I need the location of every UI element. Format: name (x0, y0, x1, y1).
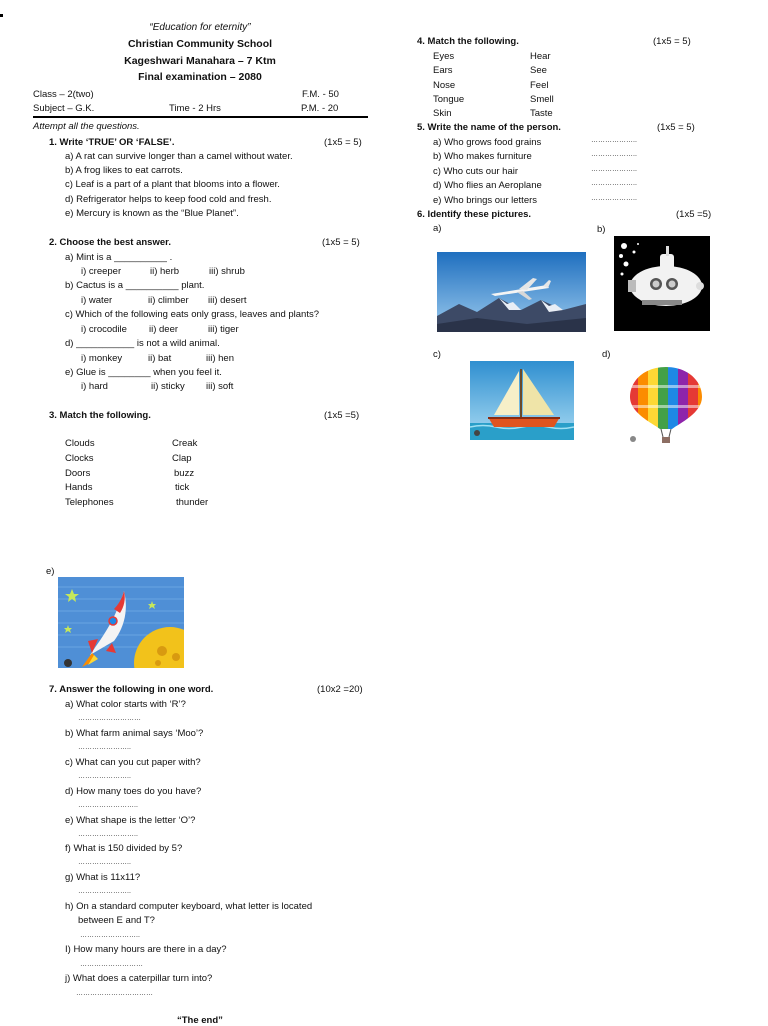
q3-right-item: thunder (176, 497, 209, 508)
q2-question: d) ___________ is not a wild animal. (65, 338, 220, 349)
pass-marks: P.M. - 20 (301, 103, 339, 114)
q7-answer-blank[interactable]: ………………….. (78, 773, 131, 780)
q3-right-item: buzz (174, 468, 195, 479)
q3-right-item: Creak (172, 438, 198, 449)
q7-question-continued: between E and T? (78, 915, 155, 926)
q7-question: h) On a standard computer keyboard, what letter is located (65, 901, 313, 912)
instruction: Attempt all the questions. (33, 121, 140, 132)
q1-item: e) Mercury is known as the “Blue Planet”. (65, 208, 239, 219)
q7-question: g) What is 11x11? (65, 872, 141, 883)
rocket-picture (58, 577, 184, 668)
q2-option: i) hard (81, 381, 108, 392)
q5-item: d) Who flies an Aeroplane (433, 180, 542, 191)
submarine-picture (614, 236, 710, 331)
q4-left-item: Skin (433, 108, 452, 119)
q4-left-item: Nose (433, 80, 456, 91)
exam-title: Final examination – 2080 (138, 71, 262, 83)
q5-answer-blank[interactable]: ……………….. (591, 180, 637, 187)
q4-right-item: Taste (530, 108, 553, 119)
q2-option: iii) tiger (208, 324, 239, 335)
q6-label-d: d) (602, 349, 611, 360)
q7-title: 7. Answer the following in one word. (49, 684, 214, 695)
q6-title: 6. Identify these pictures. (417, 209, 532, 220)
class-label: Class – 2(two) (33, 89, 94, 100)
q7-answer-blank[interactable]: …………………………… (76, 990, 153, 997)
q5-item: b) Who makes furniture (433, 151, 532, 162)
q2-option: ii) deer (149, 324, 179, 335)
header-rule (33, 116, 368, 118)
q2-question: b) Cactus is a __________ plant. (65, 280, 205, 291)
q3-title: 3. Match the following. (49, 410, 151, 421)
q5-item: a) Who grows food grains (433, 137, 542, 148)
q7-question: d) How many toes do you have? (65, 786, 202, 797)
q2-option: i) creeper (81, 266, 122, 277)
q2-option: i) water (81, 295, 113, 306)
q2-option: i) monkey (81, 353, 123, 364)
motto: “Education for eternity” (149, 22, 251, 33)
q7-answer-blank[interactable]: ………………….. (78, 888, 131, 895)
q1-item: b) A frog likes to eat carrots. (65, 165, 183, 176)
q7-marks: (10x2 =20) (317, 684, 363, 695)
q7-question: b) What farm animal says ‘Moo’? (65, 728, 204, 739)
q5-answer-blank[interactable]: ……………….. (591, 151, 637, 158)
q5-title: 5. Write the name of the person. (417, 122, 561, 133)
q2-option: iii) desert (208, 295, 247, 306)
q5-marks: (1x5 = 5) (657, 122, 695, 133)
q7-question: j) What does a caterpillar turn into? (65, 973, 213, 984)
q3-left-item: Telephones (65, 497, 114, 508)
q7-answer-blank[interactable]: …………………….. (78, 831, 138, 838)
q1-marks: (1x5 = 5) (324, 137, 362, 148)
q3-left-item: Clocks (65, 453, 94, 464)
q1-item: d) Refrigerator helps to keep food cold and fresh. (65, 194, 272, 205)
q3-left-item: Hands (65, 482, 93, 493)
q7-question: a) What color starts with ‘R’? (65, 699, 186, 710)
q4-right-item: Feel (530, 80, 549, 91)
q3-marks: (1x5 =5) (324, 410, 360, 421)
q5-answer-blank[interactable]: ……………….. (591, 137, 637, 144)
q2-option: ii) climber (148, 295, 189, 306)
q3-right-item: tick (175, 482, 190, 493)
q2-option: ii) bat (148, 353, 172, 364)
q7-question: I) How many hours are there in a day? (65, 944, 227, 955)
q7-question: e) What shape is the letter ‘O’? (65, 815, 196, 826)
q2-title: 2. Choose the best answer. (49, 237, 171, 248)
q3-right-item: Clap (172, 453, 192, 464)
q5-item: e) Who brings our letters (433, 195, 538, 206)
q7-question: f) What is 150 divided by 5? (65, 843, 183, 854)
q4-right-item: Hear (530, 51, 551, 62)
q2-option: iii) shrub (209, 266, 245, 277)
q4-title: 4. Match the following. (417, 36, 519, 47)
stray-mark (0, 14, 3, 17)
time-label: Time - 2 Hrs (169, 103, 221, 114)
airplane-picture (437, 252, 586, 332)
q3-left-item: Doors (65, 468, 91, 479)
q2-option: iii) hen (206, 353, 234, 364)
q4-marks: (1x5 = 5) (653, 36, 691, 47)
q7-answer-blank[interactable]: ……………………… (80, 961, 143, 968)
subject-label: Subject – G.K. (33, 103, 95, 114)
q6-label-a: a) (433, 223, 442, 234)
school-address: Kageshwari Manahara – 7 Ktm (124, 55, 276, 67)
q7-answer-blank[interactable]: …………………….. (78, 802, 138, 809)
q1-title: 1. Write ‘TRUE’ OR ‘FALSE’. (49, 137, 175, 148)
q2-option: ii) herb (150, 266, 180, 277)
q2-question: a) Mint is a __________ . (65, 252, 173, 263)
q3-left-item: Clouds (65, 438, 95, 449)
q1-item: a) A rat can survive longer than a camel without water. (65, 151, 293, 162)
q4-right-item: See (530, 65, 547, 76)
q2-question: c) Which of the following eats only grass, leaves and plants? (65, 309, 319, 320)
q6-label-b: b) (597, 224, 606, 235)
q4-left-item: Tongue (433, 94, 465, 105)
the-end: “The end” (177, 1015, 223, 1026)
q2-option: ii) sticky (151, 381, 185, 392)
full-marks: F.M. - 50 (302, 89, 339, 100)
q7-answer-blank[interactable]: ………………….. (78, 859, 131, 866)
q2-option: iii) soft (206, 381, 234, 392)
q4-left-item: Eyes (433, 51, 455, 62)
q2-marks: (1x5 = 5) (322, 237, 360, 248)
q7-answer-blank[interactable]: ……………………… (78, 715, 141, 722)
q6-marks: (1x5 =5) (676, 209, 712, 220)
q2-option: i) crocodile (81, 324, 127, 335)
q4-right-item: Smell (530, 94, 554, 105)
q5-answer-blank[interactable]: ……………….. (591, 166, 637, 173)
q5-item: c) Who cuts our hair (433, 166, 518, 177)
q7-question: c) What can you cut paper with? (65, 757, 201, 768)
q2-question: e) Glue is ________ when you feel it. (65, 367, 222, 378)
q4-left-item: Ears (433, 65, 453, 76)
q6-label-c: c) (433, 349, 441, 360)
q1-item: c) Leaf is a part of a plant that blooms into a flower. (65, 179, 280, 190)
sailboat-picture (470, 361, 574, 440)
school-name: Christian Community School (127, 38, 273, 50)
hot-air-balloon-picture (628, 365, 706, 445)
q6-label-e: e) (46, 566, 55, 577)
q5-answer-blank[interactable]: ……………….. (591, 195, 637, 202)
q7-answer-blank[interactable]: ………………….. (78, 744, 131, 751)
q7-answer-blank[interactable]: …………………….. (80, 932, 140, 939)
